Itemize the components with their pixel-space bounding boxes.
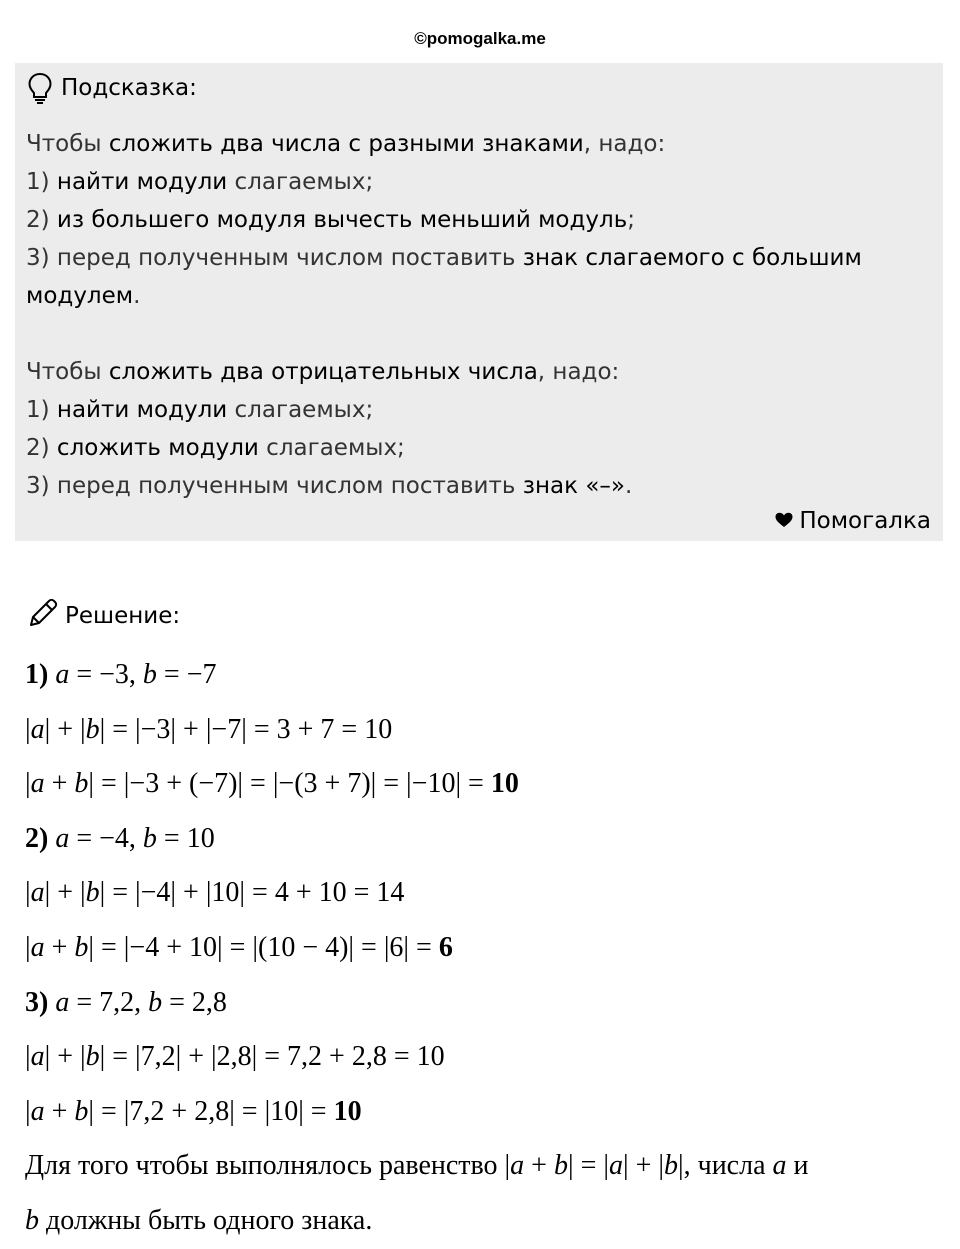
text-bold: знак слагаемого с большим <box>522 245 862 271</box>
watermark: ©pomogalka.me <box>414 29 546 48</box>
hint-line <box>26 201 931 239</box>
text: слагаемых; <box>258 435 405 461</box>
var-b: b <box>142 822 157 854</box>
var-a: a <box>30 1095 45 1127</box>
text: | = |−3 + (−7)| = |−(3 + 7)| = |−10| = <box>88 768 491 800</box>
text: . <box>624 473 633 499</box>
hint-box <box>15 63 943 541</box>
hint-line <box>26 429 931 467</box>
case-mod-sum <box>25 866 945 921</box>
text: должны быть одного знака. <box>39 1204 373 1236</box>
text-bold: сложить модули <box>56 435 259 461</box>
var-a: a <box>30 931 45 963</box>
text: | = |7,2 + 2,8| = |10| = <box>88 1095 334 1127</box>
text: 3) перед полученным числом поставить <box>26 473 523 499</box>
text: = 2,8 <box>162 986 227 1018</box>
text: Для того чтобы выполнялось равенство | <box>25 1150 511 1182</box>
var-b: b <box>142 659 157 690</box>
pencil-icon <box>27 597 59 635</box>
solution-title: Решение: <box>65 603 181 629</box>
var-a: a <box>608 1150 623 1182</box>
solution-header <box>27 596 180 636</box>
hint-line <box>26 391 931 429</box>
text: | <box>25 1095 31 1127</box>
text-bold: найти модули <box>56 397 228 423</box>
result: 10 <box>333 1095 362 1127</box>
var-b: b <box>148 986 163 1018</box>
hint-line <box>26 239 931 277</box>
text: = −3, <box>69 659 143 690</box>
var-a: a <box>55 986 70 1018</box>
text: | = | <box>567 1150 609 1182</box>
var-b: b <box>85 713 100 745</box>
solution-body <box>25 648 945 1249</box>
text: 2) <box>26 435 57 461</box>
text: Чтобы <box>26 131 109 157</box>
text: | <box>25 1041 31 1073</box>
heart-icon <box>775 508 793 534</box>
var-a: a <box>55 659 70 690</box>
var-a: a <box>55 822 70 854</box>
var-b: b <box>553 1150 568 1182</box>
case-label: 3) <box>25 986 49 1018</box>
conclusion-line-1 <box>25 1139 945 1194</box>
var-a: a <box>30 877 45 909</box>
case-sum-mod <box>25 757 945 812</box>
text: | = |7,2| + |2,8| = 7,2 + 2,8 = 10 <box>99 1041 445 1073</box>
var-a: a <box>510 1150 525 1182</box>
hint-line <box>26 163 931 201</box>
var-a: a <box>772 1150 787 1182</box>
case-mod-sum <box>25 703 945 758</box>
case-mod-sum <box>25 1030 945 1085</box>
text: | <box>25 713 31 745</box>
brand <box>775 504 931 538</box>
var-a: a <box>30 768 45 800</box>
case-sum-mod <box>25 921 945 976</box>
text: = 10 <box>156 822 215 854</box>
hint-line <box>26 353 931 391</box>
spacer <box>26 315 931 353</box>
text-bold: знак «–» <box>522 473 625 499</box>
text-bold: найти модули <box>56 169 228 195</box>
case-given <box>25 976 945 1031</box>
hint-header <box>27 71 197 105</box>
conclusion-line-2 <box>25 1194 945 1249</box>
text: | <box>25 877 31 909</box>
text: Чтобы <box>26 359 109 385</box>
var-b: b <box>664 1150 678 1182</box>
text: | <box>25 768 31 800</box>
case-sum-mod <box>25 1085 945 1140</box>
text-bold: сложить два числа с разными знаками <box>108 131 584 157</box>
text: 3) перед полученным числом поставить <box>26 245 523 271</box>
text: ; <box>627 207 636 233</box>
text: слагаемых; <box>227 169 374 195</box>
case-label: 2) <box>25 822 49 854</box>
var-b: b <box>85 877 100 909</box>
var-b: b <box>74 768 89 800</box>
text: | <box>25 931 31 963</box>
text: | + | <box>44 877 86 909</box>
text: | = |−4| + |10| = 4 + 10 = 14 <box>99 877 405 909</box>
text: + <box>44 1095 75 1127</box>
text-bold: из большего модуля вычесть меньший модуль <box>56 207 628 233</box>
text: | + | <box>622 1150 664 1182</box>
text-bold: модулем <box>26 283 134 309</box>
hint-text <box>26 125 931 505</box>
text: = 7,2, <box>69 986 149 1018</box>
text: + <box>44 931 75 963</box>
text: | = |−4 + 10| = |(10 − 4)| = |6| = <box>88 931 439 963</box>
text-bold: сложить два отрицательных числа <box>108 359 538 385</box>
text: | + | <box>44 713 86 745</box>
case-label: 1) <box>25 659 49 690</box>
text: = −7 <box>156 659 217 690</box>
text: = −4, <box>69 822 143 854</box>
case-given <box>25 648 945 703</box>
text: | = |−3| + |−7| = 3 + 7 = 10 <box>99 713 393 745</box>
hint-line <box>26 467 931 505</box>
text: и <box>786 1150 809 1182</box>
text: 1) <box>26 397 57 423</box>
var-b: b <box>85 1041 100 1073</box>
hint-title: Подсказка: <box>61 75 197 101</box>
var-a: a <box>30 1041 45 1073</box>
text: слагаемых; <box>227 397 374 423</box>
text: |, числа <box>678 1150 773 1182</box>
hint-line <box>26 277 931 315</box>
var-b: b <box>74 1095 89 1127</box>
text: , надо: <box>537 359 620 385</box>
result: 10 <box>490 768 519 800</box>
text: | + | <box>44 1041 86 1073</box>
text: + <box>524 1150 554 1182</box>
var-b: b <box>25 1204 39 1236</box>
var-a: a <box>30 713 45 745</box>
brand-name: Помогалка <box>799 508 931 534</box>
text: , надо: <box>583 131 666 157</box>
text: 2) <box>26 207 57 233</box>
text: 1) <box>26 169 57 195</box>
text: . <box>133 283 141 309</box>
result: 6 <box>438 931 453 963</box>
case-given <box>25 812 945 867</box>
var-b: b <box>74 931 89 963</box>
hint-line <box>26 125 931 163</box>
lightbulb-icon <box>27 72 53 104</box>
text: + <box>44 768 75 800</box>
